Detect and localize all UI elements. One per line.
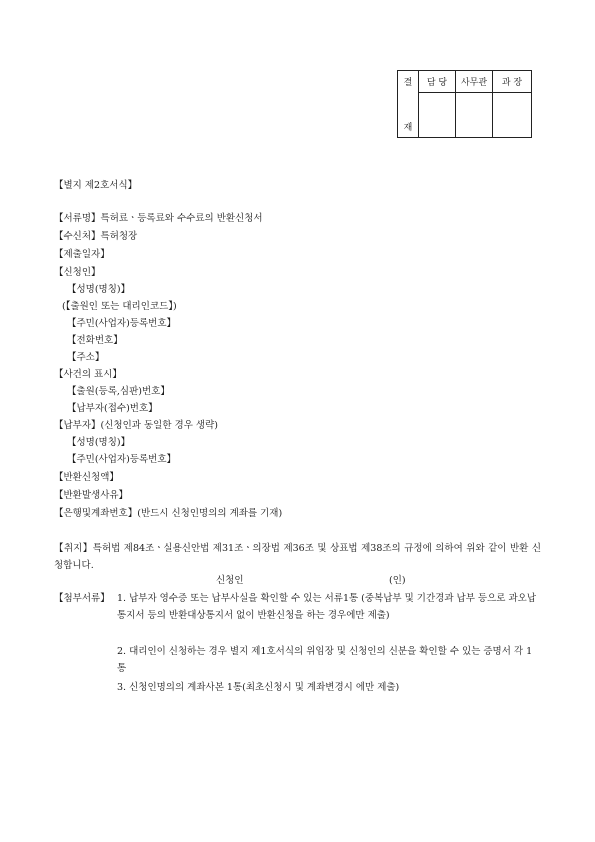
purpose-paragraph: 【취지】특허법 제84조ㆍ실용신안법 제31조ㆍ의장법 제36조 및 상표법 제38조의 규정에 의하여 위와 같이 반환 신청합니다. bbox=[54, 543, 541, 571]
field-payer-reg-number: 【주민(사업자)등록번호】 bbox=[67, 454, 177, 465]
field-refund-reason: 【반환발생사유】 bbox=[54, 490, 129, 501]
field-payer-name: 【성명(명칭)】 bbox=[67, 437, 131, 448]
approval-side-label bbox=[398, 71, 419, 138]
attachment-item: 2. 대리인이 신청하는 경우 별지 제1호서식의 위임장 및 신청인의 신분을 확인할 수 있는 증명서 각 1통 bbox=[117, 646, 533, 674]
approval-side-bottom: 재 bbox=[403, 123, 413, 133]
field-recipient: 【수신처】특허청장 bbox=[54, 231, 138, 242]
field-applicant-name: 【성명(명칭)】 bbox=[67, 284, 131, 295]
field-applicant-phone: 【전화번호】 bbox=[67, 335, 123, 346]
approval-side-top: 결 bbox=[403, 78, 413, 88]
field-payer: 【납부자】(신청인과 동일한 경우 생략) bbox=[54, 420, 218, 431]
approval-header-director: 과 장 bbox=[493, 71, 532, 93]
approval-sign-director[interactable] bbox=[493, 93, 532, 138]
field-case-display: 【사건의 표시】 bbox=[54, 369, 122, 380]
applicant-label: 신청인 bbox=[216, 575, 244, 586]
approval-box bbox=[397, 70, 532, 138]
field-refund-amount: 【반환신청액】 bbox=[54, 472, 119, 483]
approval-sign-officer[interactable] bbox=[456, 93, 493, 138]
field-applicant: 【신청인】 bbox=[54, 267, 101, 278]
field-case-application-number: 【출원(등록,심판)번호】 bbox=[67, 386, 170, 397]
field-applicant-code: (【출원인 또는 대리인코드】) bbox=[62, 301, 177, 312]
attachments-label: 【첨부서류】 bbox=[54, 593, 110, 604]
approval-header-officer: 사무관 bbox=[456, 71, 493, 93]
approval-header-staff: 담 당 bbox=[419, 71, 456, 93]
attachment-item: 3. 신청인명의의 계좌사본 1통(최초신청시 및 계좌변경시 에만 제출) bbox=[117, 682, 400, 693]
field-applicant-address: 【주소】 bbox=[67, 352, 105, 363]
seal-label: (인) bbox=[389, 575, 406, 586]
form-reference: 【별지 제2호서식】 bbox=[54, 180, 138, 191]
attachment-item: 1. 납부자 영수증 또는 납부사실을 확인할 수 있는 서류1통 (중복납부 및 기간경과 납부 등으로 과오납통지서 등의 반환대상통지서 없이 반환신청을 하는 경우에만 제출) bbox=[117, 593, 536, 621]
approval-sign-staff[interactable] bbox=[419, 93, 456, 138]
field-case-payer-number: 【납부자(접수)번호】 bbox=[67, 403, 158, 414]
field-document-name: 【서류명】특허료ㆍ등록료와 수수료의 반환신청서 bbox=[54, 213, 263, 224]
field-submission-date: 【제출일자】 bbox=[54, 249, 110, 260]
field-bank-account: 【은행및계좌번호】(반드시 신청인명의의 계좌를 기재) bbox=[54, 508, 283, 519]
field-applicant-reg-number: 【주민(사업자)등록번호】 bbox=[67, 318, 177, 329]
